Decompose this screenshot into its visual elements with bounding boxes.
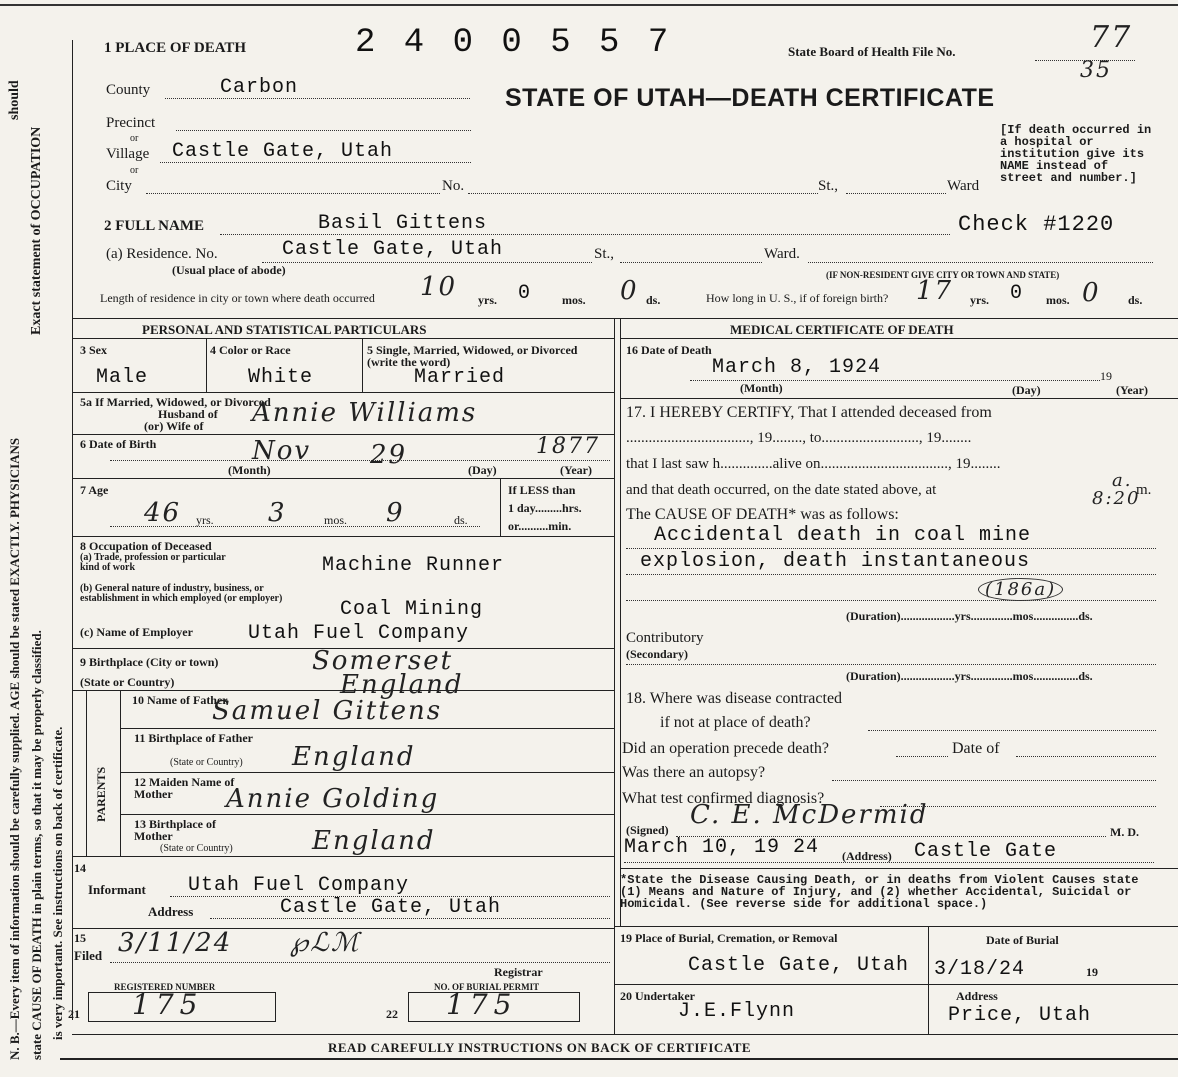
burial-place-label: 19 Place of Burial, Cremation, or Removal: [620, 931, 838, 945]
father-birthplace-value: England: [292, 742, 416, 772]
us-ds-value: 0: [1082, 278, 1101, 308]
filed-label: Filed: [74, 948, 103, 963]
cause-line-1: Accidental death in coal mine: [654, 524, 1032, 547]
mother-value: Annie Golding: [226, 784, 440, 814]
no-label: No.: [442, 178, 465, 194]
occupation-label: 8 Occupation of Deceased: [80, 539, 212, 553]
side-note-3: N. B.—Every item of information should be carefully supplied. AGE should be stated EXACTLY. PHYSICIANS: [7, 437, 22, 1060]
mother-birthplace-value: England: [312, 826, 436, 856]
operation-question: Did an operation precede death?: [622, 740, 830, 757]
duration-2: (Duration)..................yrs..............mos...............ds.: [846, 669, 1093, 683]
age-yrs: 46: [144, 498, 182, 528]
spouse-label-1: 5a If Married, Widowed, or Divorced: [80, 395, 271, 409]
us-residence-label: How long in U. S., if of foreign birth?: [706, 291, 889, 305]
dod-day-caption: (Day): [1012, 383, 1041, 397]
signed-date: March 10, 19 24: [624, 836, 820, 859]
sex-value: Male: [96, 366, 149, 389]
undertaker-value: J.E.Flynn: [678, 1000, 796, 1023]
test-question: What test confirmed diagnosis?: [622, 790, 825, 807]
burial-permit-num-label: 22: [386, 1007, 398, 1021]
us-mos-value: 0: [1010, 282, 1024, 305]
autopsy-question: Was there an autopsy?: [622, 764, 766, 781]
dob-label: 6 Date of Birth: [80, 437, 157, 451]
side-note-5: is very important. See instructions on back of certificate.: [50, 726, 65, 1040]
informant-address: Castle Gate, Utah: [280, 896, 502, 919]
certify-label: 17. I HEREBY CERTIFY, That I attended deceased from: [626, 404, 992, 421]
informant-value: Utah Fuel Company: [188, 874, 410, 897]
residence-ward-label: Ward.: [764, 246, 800, 262]
age-ds-label: ds.: [454, 513, 468, 527]
am-pm: a.: [1112, 470, 1133, 491]
dod-year-caption: (Year): [1116, 383, 1148, 397]
medical-heading: MEDICAL CERTIFICATE OF DEATH: [730, 322, 954, 337]
contributory-label: Contributory: [626, 630, 704, 646]
registered-num-label: 21: [68, 1007, 80, 1021]
file-no-label: State Board of Health File No.: [788, 44, 956, 59]
hospital-note: [If death occurred in a hospital or institution give its NAME instead of street and number.]: [1000, 123, 1152, 185]
occupation-a-label: (a) Trade, profession or particular kind of work: [80, 552, 226, 573]
burial-nineteen: 19: [1086, 965, 1098, 979]
employer-label: (c) Name of Employer: [80, 625, 193, 639]
dob-day-caption: (Day): [468, 463, 497, 477]
file-no-value-2: 35: [1080, 58, 1112, 83]
signed-address-value: Castle Gate: [914, 840, 1058, 863]
residence-value: Castle Gate, Utah: [282, 238, 504, 261]
last-saw-label: that I last saw h..............alive on.................................., 19........: [626, 456, 1001, 472]
length-ds-value: 0: [620, 276, 639, 306]
file-no-value: 77: [1090, 20, 1133, 55]
check-value: Check #1220: [958, 212, 1115, 237]
age-yrs-label: yrs.: [196, 513, 214, 527]
father-label: 10 Name of Father: [132, 693, 228, 707]
personal-heading: PERSONAL AND STATISTICAL PARTICULARS: [142, 322, 427, 337]
marital-value: Married: [414, 366, 506, 389]
mos-label-2: mos.: [1046, 293, 1070, 307]
time-of-death: 8:20: [1092, 488, 1141, 509]
color-label: 4 Color or Race: [210, 343, 291, 357]
less-min-label: or..........min.: [508, 519, 572, 533]
informant-label: Informant: [88, 882, 146, 897]
dod-nineteen: 19: [1100, 369, 1112, 383]
county-value: Carbon: [220, 76, 299, 99]
registrar-label: Registrar: [494, 965, 543, 979]
certificate-title: STATE OF UTAH—DEATH CERTIFICATE: [505, 84, 995, 112]
mother-birthplace-sub: (State or Country): [160, 843, 233, 854]
death-occurred-label: and that death occurred, on the date stated above, at: [626, 482, 937, 498]
burial-date-value: 3/18/24: [934, 958, 1026, 981]
spouse-label-2: Husband of: [158, 407, 218, 421]
dob-month-caption: (Month): [228, 463, 271, 477]
burial-date-label: Date of Burial: [986, 933, 1059, 947]
age-ds: 9: [386, 498, 405, 528]
usual-abode-note: (Usual place of abode): [172, 263, 286, 277]
or-1: or: [130, 133, 139, 144]
industry-value: Coal Mining: [340, 598, 484, 621]
spouse-value: Annie Williams: [252, 398, 478, 428]
birthplace-value: Somerset: [312, 646, 454, 676]
nonresident-note: (IF NON-RESIDENT GIVE CITY OR TOWN AND STATE): [826, 270, 1060, 280]
ds-label-1: ds.: [646, 293, 661, 307]
footer-instructions: READ CAREFULLY INSTRUCTIONS ON BACK OF CERTIFICATE: [328, 1040, 752, 1055]
dob-year-caption: (Year): [560, 463, 592, 477]
length-mos-value: 0: [518, 282, 532, 305]
father-birthplace-sub: (State or Country): [170, 757, 243, 768]
sex-label: 3 Sex: [80, 343, 107, 357]
cause-footnote: *State the Disease Causing Death, or in deaths from Violent Causes state (1) Means and Nature of Injury, and (2) whether Accidental, Suicidal or Homicidal. (See reverse side for additional space.): [620, 873, 1139, 911]
mother-birthplace-label: 13 Birthplace of Mother: [134, 817, 216, 843]
address-label: Address: [148, 904, 194, 919]
informant-num: 14: [74, 861, 86, 875]
secondary-label: (Secondary): [626, 647, 688, 661]
us-yrs-value: 17: [916, 276, 954, 306]
full-name-value: Basil Gittens: [318, 212, 488, 235]
attended-dates: ................................., 19........, to.........................., 19........: [626, 430, 972, 446]
dob-day: 29: [370, 440, 408, 470]
residence-st-label: St.,: [594, 246, 615, 262]
birthplace-sub: (State or Country): [80, 675, 175, 689]
burial-place-value: Castle Gate, Utah: [688, 954, 910, 977]
city-label: City: [106, 178, 132, 194]
residence-label: (a) Residence. No.: [106, 246, 218, 262]
signed-address-label: (Address): [842, 849, 892, 863]
or-2: or: [130, 165, 139, 176]
mos-label-1: mos.: [562, 293, 586, 307]
undertaker-label: 20 Undertaker: [620, 989, 695, 1003]
dob-month: Nov: [252, 436, 312, 466]
date-of-death-label: 16 Date of Death: [626, 343, 712, 357]
q18-line-1: 18. Where was disease contracted: [626, 690, 843, 707]
st-label: St.,: [818, 178, 839, 194]
burial-permit-label: NO. OF BURIAL PERMIT: [434, 982, 540, 992]
age-mos: 3: [268, 498, 287, 528]
precinct-label: Precinct: [106, 115, 156, 131]
birthplace-label: 9 Birthplace (City or town): [80, 655, 219, 669]
q18-line-2: if not at place of death?: [660, 714, 811, 731]
cause-code: (186a): [978, 578, 1063, 601]
certificate-number: 2 4 0 0 5 5 7: [355, 24, 673, 62]
m-label: m.: [1136, 482, 1152, 498]
mother-label: 12 Maiden Name of Mother: [134, 775, 235, 801]
registered-number-label: REGISTERED NUMBER: [114, 982, 216, 992]
registrar-signature: ℘ℒℳ: [290, 928, 361, 958]
signed-label: (Signed): [626, 823, 669, 837]
ward-label: Ward: [947, 178, 980, 194]
date-of-death-value: March 8, 1924: [712, 356, 882, 379]
dod-month-caption: (Month): [740, 381, 783, 395]
dob-year: 1877: [536, 434, 600, 459]
undertaker-address-value: Price, Utah: [948, 1004, 1092, 1027]
less-day-label: 1 day.........hrs.: [508, 501, 582, 515]
burial-permit-value: 175: [446, 988, 518, 1021]
length-yrs-value: 10: [420, 272, 458, 302]
employer-value: Utah Fuel Company: [248, 622, 470, 645]
side-note-1: should: [7, 80, 22, 120]
color-value: White: [248, 366, 314, 389]
father-value: Samuel Gittens: [212, 696, 443, 726]
marital-label: 5 Single, Married, Widowed, or Divorced (write the word): [367, 343, 578, 369]
age-mos-label: mos.: [324, 513, 348, 527]
registered-number-value: 175: [132, 988, 204, 1021]
length-residence-label: Length of residence in city or town where death occurred: [100, 291, 375, 305]
yrs-label-1: yrs.: [478, 293, 497, 307]
side-note-4: state CAUSE OF DEATH in plain terms, so that it may be properly classified.: [29, 630, 44, 1060]
duration-1: (Duration)..................yrs..............mos...............ds.: [846, 609, 1093, 623]
filed-value: 3/11/24: [118, 928, 233, 958]
cause-label: The CAUSE OF DEATH* was as follows:: [626, 506, 899, 523]
undertaker-address-label: Address: [956, 989, 998, 1003]
village-value: Castle Gate, Utah: [172, 140, 394, 163]
ds-label-2: ds.: [1128, 293, 1143, 307]
parents-label: PARENTS: [94, 766, 108, 822]
occupation-value: Machine Runner: [322, 554, 505, 577]
cause-line-2: explosion, death instantaneous: [640, 550, 1031, 573]
age-label: 7 Age: [80, 483, 109, 497]
side-note-2: Exact statement of OCCUPATION: [29, 126, 44, 335]
county-label: County: [106, 82, 151, 98]
occupation-b-label: (b) General nature of industry, business, or establishment in which employed (or employer): [80, 583, 283, 604]
village-label: Village: [106, 146, 150, 162]
full-name-label: 2 FULL NAME: [104, 218, 205, 234]
birthplace-value-2: England: [340, 670, 464, 700]
father-birthplace-label: 11 Birthplace of Father: [134, 731, 253, 745]
date-of-label: Date of: [952, 740, 1000, 757]
less-than-label: If LESS than: [508, 483, 576, 497]
yrs-label-2: yrs.: [970, 293, 989, 307]
spouse-label-3: (or) Wife of: [144, 419, 204, 433]
md-label: M. D.: [1110, 825, 1139, 839]
filed-num: 15: [74, 931, 86, 945]
place-of-death-label: 1 PLACE OF DEATH: [104, 40, 247, 56]
physician-signature: C. E. McDermid: [690, 800, 929, 830]
